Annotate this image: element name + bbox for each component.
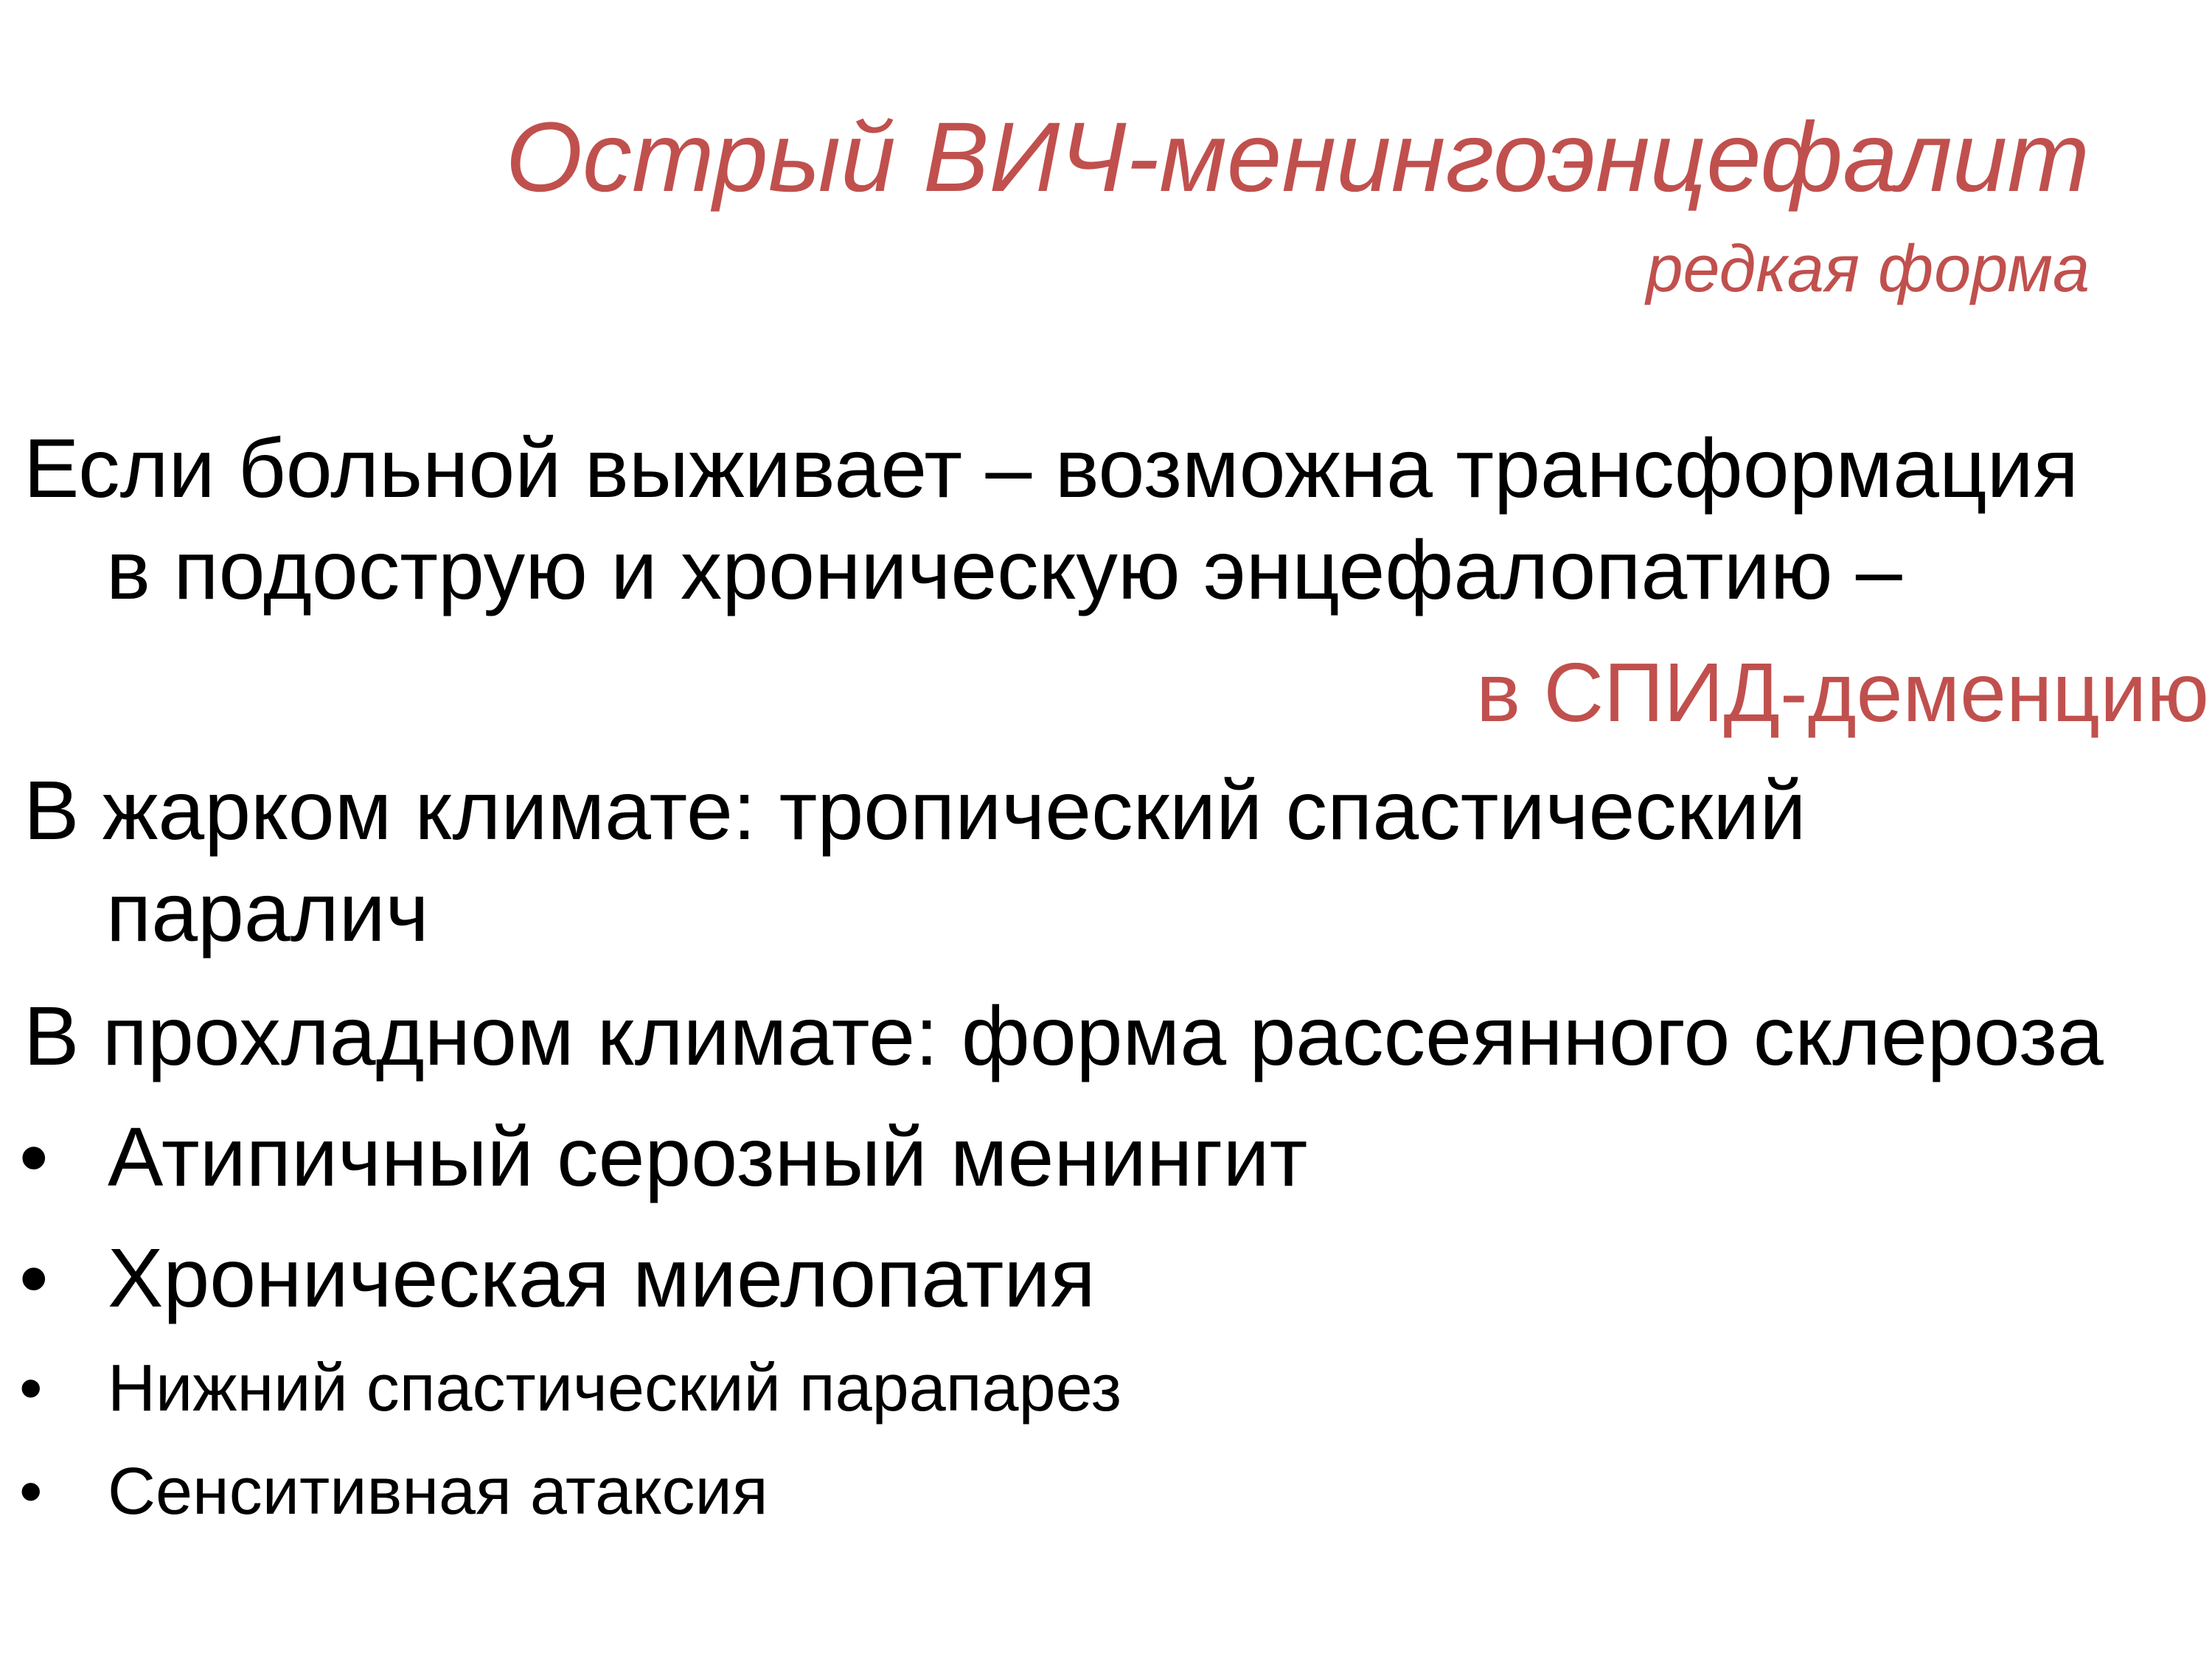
- bullet-icon: •: [19, 1455, 43, 1528]
- list-item-text: Атипичный серозный менингит: [108, 1110, 1308, 1203]
- paragraph-line: В жарком климате: тропический спастический: [24, 764, 1806, 857]
- bullet-icon: •: [19, 1352, 43, 1425]
- list-item-text: Сенситивная атаксия: [108, 1455, 768, 1528]
- list-item: [19, 1348, 1121, 1429]
- paragraph-cool-climate: [24, 985, 2104, 1087]
- list-item-text: Хроническая миелопатия: [108, 1231, 1096, 1324]
- list-item-text: Нижний спастический парапарез: [108, 1352, 1121, 1425]
- list-item: [19, 1227, 1096, 1329]
- list-item: [19, 1451, 768, 1532]
- paragraph-line: в подострую и хроническую энцефалопатию –: [106, 524, 1902, 616]
- slide-title: Острый ВИЧ-менингоэнцефалит: [505, 102, 2090, 212]
- paragraph-line: паралич: [106, 866, 429, 959]
- bullet-icon: •: [19, 1231, 49, 1324]
- aids-dementia-highlight: в СПИД-деменцию: [1476, 646, 2209, 739]
- paragraph-transformation: [24, 417, 2079, 621]
- paragraph-hot-climate: [24, 759, 1806, 963]
- list-item: [19, 1106, 1307, 1208]
- bullet-icon: •: [19, 1110, 49, 1203]
- paragraph-line: В прохладном климате: форма рассеянного склероза: [24, 990, 2104, 1082]
- paragraph-line: Если больной выживает – возможна трансформация: [24, 422, 2079, 515]
- slide-subtitle: редкая форма: [1646, 232, 2090, 306]
